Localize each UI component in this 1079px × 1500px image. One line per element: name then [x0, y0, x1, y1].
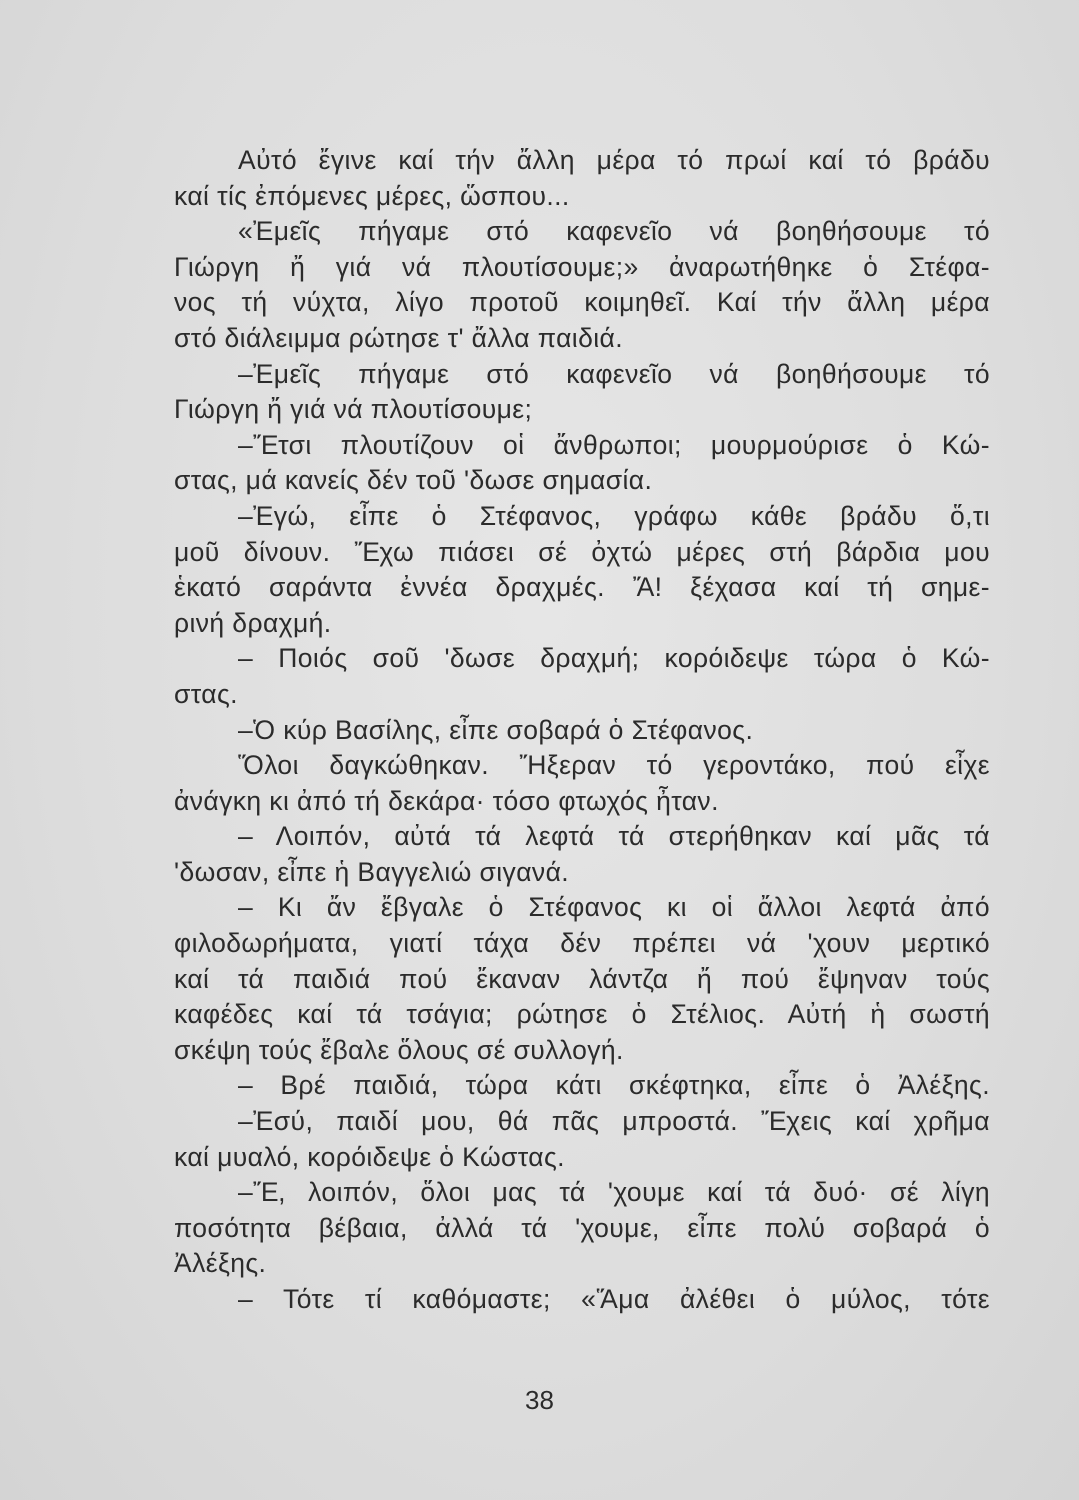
text-line: καί τίς ἐπόμενες μέρες, ὥσπου...	[174, 180, 570, 211]
text-line: «Ἐμεῖς πήγαμε στό καφενεῖο νά βοηθήσουμε τό	[238, 216, 990, 247]
text-line: –Ὁ κύρ Βασίλης, εἶπε σοβαρά ὁ Στέφανος.	[238, 714, 754, 745]
text-line: καί τά παιδιά πού ἔκαναν λάντζα ἤ πού ἔψηναν τούς	[174, 963, 990, 994]
text-line: Γιώργη ἤ γιά νά πλουτίσουμε;» ἀναρωτήθηκε ὁ Στέφα-	[174, 251, 990, 282]
text-line: ἀνάγκη κι ἀπό τή δεκάρα· τόσο φτωχός ἦταν.	[174, 785, 719, 816]
text-line: – Λοιπόν, αὐτά τά λεφτά τά στερήθηκαν καί μᾶς τά	[238, 821, 990, 852]
text-line: –Ἔτσι πλουτίζουν οἱ ἄνθρωποι; μουρμούρισε ὁ Κώ-	[238, 429, 990, 460]
text-line: σκέψη τούς ἔβαλε ὅλους σέ συλλογή.	[174, 1034, 624, 1065]
text-line: –Ἔ, λοιπόν, ὅλοι μας τά 'χουμε καί τά δυό· σέ λίγη	[238, 1177, 990, 1208]
text-line: μοῦ δίνουν. Ἔχω πιάσει σέ ὀχτώ μέρες στή βάρδια μου	[174, 536, 990, 567]
text-line: στό διάλειμμα ρώτησε τ' ἄλλα παιδιά.	[174, 322, 624, 353]
text-line: Αὐτό ἔγινε καί τήν ἄλλη μέρα τό πρωί καί τό βράδυ	[238, 145, 990, 175]
text-line: ἑκατό σαράντα ἐννέα δραχμές. Ἄ! ξέχασα καί τή σημε-	[174, 572, 990, 603]
body-text	[174, 143, 990, 1318]
text-line: – Τότε τί καθόμαστε; «Ἅμα ἀλέθει ὁ μύλος, τότε	[238, 1284, 990, 1314]
text-line: στας.	[174, 678, 238, 709]
text-line: νος τή νύχτα, λίγο προτοῦ κοιμηθεῖ. Καί τήν ἄλλη μέρα	[174, 287, 990, 318]
text-line: ρινή δραχμή.	[174, 607, 332, 638]
text-line: –Ἐμεῖς πήγαμε στό καφενεῖο νά βοηθήσουμε τό	[238, 358, 990, 389]
text-line: στας, μά κανείς δέν τοῦ 'δωσε σημασία.	[174, 465, 653, 496]
text-line: φιλοδωρήματα, γιατί τάχα δέν πρέπει νά 'χουν μερτικό	[174, 928, 990, 959]
text-line: – Κι ἄν ἔβγαλε ὁ Στέφανος κι οἱ ἄλλοι λεφτά ἀπό	[238, 892, 990, 923]
text-line: Ἀλέξης.	[174, 1248, 267, 1279]
page-number: 38	[525, 1385, 554, 1415]
text-line: καί μυαλό, κορόιδεψε ὁ Κώστας.	[174, 1141, 565, 1172]
text-line: ποσότητα βέβαια, ἀλλά τά 'χουμε, εἶπε πολύ σοβαρά ὁ	[174, 1212, 990, 1243]
text-line: –Ἐσύ, παιδί μου, θά πᾶς μπροστά. Ἔχεις καί χρῆμα	[238, 1106, 990, 1137]
text-line: 'δωσαν, εἶπε ἡ Βαγγελιώ σιγανά.	[174, 856, 570, 887]
text-line: Γιώργη ἤ γιά νά πλουτίσουμε;	[174, 394, 533, 425]
text-line: – Βρέ παιδιά, τώρα κάτι σκέφτηκα, εἶπε ὁ Ἀλέξης.	[238, 1070, 990, 1101]
text-line: Ὅλοι δαγκώθηκαν. Ἤξεραν τό γεροντάκο, πού εἶχε	[238, 750, 990, 781]
text-line: –Ἐγώ, εἶπε ὁ Στέφανος, γράφω κάθε βράδυ ὅ,τι	[238, 500, 990, 531]
text-line: καφέδες καί τά τσάγια; ρώτησε ὁ Στέλιος. Αὐτή ἡ σωστή	[174, 999, 990, 1030]
text-line: – Ποιός σοῦ 'δωσε δραχμή; κορόιδεψε τώρα ὁ Κώ-	[238, 643, 990, 674]
